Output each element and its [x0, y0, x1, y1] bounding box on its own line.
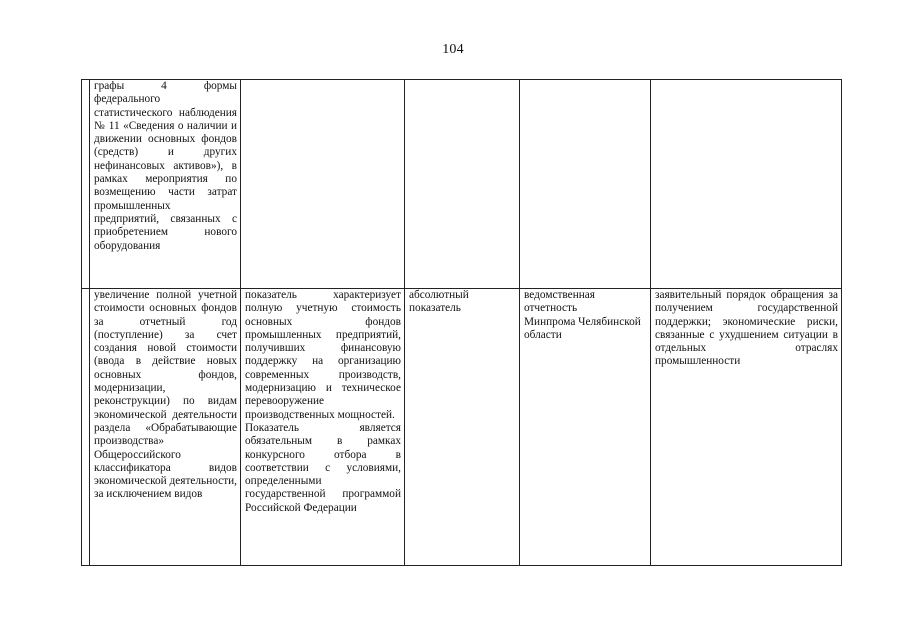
description-paragraph: показатель характеризует полную учетную стоимость основных фондов промышленных предприятий, получивших финансовую поддержку на организацию современных производств, модернизацию и техническое перевооружение производственных мощностей.: [245, 289, 401, 421]
table-cell-description: [241, 80, 405, 289]
description-paragraph: Показатель является обязательным в рамках конкурсного отбора в соответствии с условиями, определенными государственной программой Российской Федерации: [245, 421, 401, 514]
indicator-table: [81, 79, 842, 566]
table-cell-type: [405, 80, 520, 289]
table-cell-indicator: графы 4 формы федерального статистического наблюдения № 11 «Сведения о наличии и движении основных фондов (средств) и других нефинансовых активов»), в рамках мероприятия по возмещению части затрат промышленных предприятий, связанных с приобретением нового оборудования: [90, 80, 241, 289]
table-row: [82, 80, 842, 289]
page-number: 104: [442, 42, 464, 57]
table-cell-description: [241, 289, 405, 566]
table-cell-type: абсолютный показатель: [405, 289, 520, 566]
table-cell-number: [82, 80, 90, 289]
table-cell-source: [520, 289, 651, 566]
table-cell-number: [82, 289, 90, 566]
source-line: ведомственная отчетность: [524, 289, 595, 315]
table-cell-indicator: увеличение полной учетной стоимости основных фондов за отчетный год (поступление) за счет создания новой стоимости (ввода в действие новых основных фондов, модернизации, реконструкции) по видам экономической деятельности раздела «Обрабатывающие производства» Общероссийского классификатора видов экономической деятельности, за исключением видов: [90, 289, 241, 566]
source-line: Минпрома Челябинской области: [524, 315, 641, 341]
table-cell-risks: [651, 80, 842, 289]
table-row: [82, 289, 842, 566]
table-cell-source: [520, 80, 651, 289]
table-cell-risks: заявительный порядок обращения за получением государственной поддержки; экономические риски, связанные с ухудшением ситуации в отдельных отраслях промышленности: [651, 289, 842, 566]
